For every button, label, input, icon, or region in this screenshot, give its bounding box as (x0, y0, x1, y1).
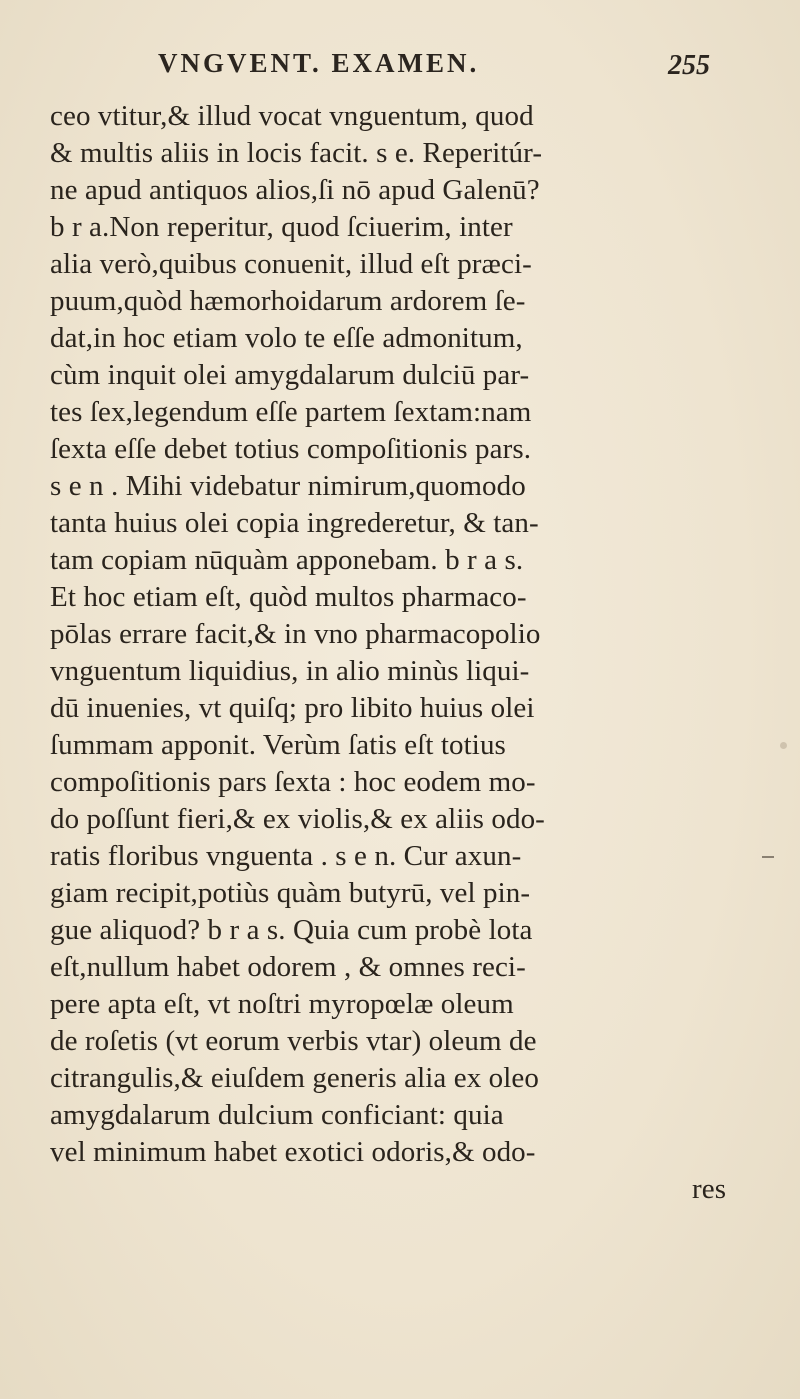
text-line: Et hoc etiam eſt, quòd multos pharmaco- (50, 581, 527, 613)
margin-mark (762, 856, 774, 858)
running-title: VNGVENT. EXAMEN. (158, 48, 480, 78)
page-number: 255 (668, 50, 710, 81)
text-line: b r a.Non reperitur, quod ſciuerim, inter (50, 211, 513, 243)
text-line: ſummam apponit. Verùm ſatis eſt totius (50, 729, 506, 761)
text-line: ſexta eſſe debet totius compoſitionis pars. (50, 433, 532, 465)
text-line: pōlas errare facit,& in vno pharmacopolio (50, 618, 541, 650)
body-text (50, 98, 770, 1208)
text-line: puum,quòd hæmorhoidarum ardorem ſe- (50, 285, 526, 317)
text-line: pere apta eſt, vt noſtri myropœlæ oleum (50, 988, 514, 1020)
text-line: tanta huius olei copia ingrederetur, & tan- (50, 507, 539, 539)
text-line: ne apud antiquos alios,ſi nō apud Galenū? (50, 174, 540, 206)
text-line: tes ſex,legendum eſſe partem ſextam:nam (50, 396, 532, 428)
text-line: ratis floribus vnguenta . s e n. Cur axun- (50, 840, 522, 872)
text-line: cùm inquit olei amygdalarum dulciū par- (50, 359, 530, 391)
text-line: giam recipit,potiùs quàm butyrū, vel pin- (50, 877, 531, 909)
text-line: alia verò,quibus conuenit, illud eſt præci- (50, 248, 532, 280)
text-line: dū inuenies, vt quiſq; pro libito huius olei (50, 692, 535, 724)
text-line: amygdalarum dulcium conficiant: quia (50, 1099, 504, 1131)
text-line: de roſetis (vt eorum verbis vtar) oleum de (50, 1025, 537, 1057)
text-line: vnguentum liquidius, in alio minùs liqui- (50, 655, 530, 687)
text-line: do poſſunt fieri,& ex violis,& ex aliis odo- (50, 803, 545, 835)
text-line: citrangulis,& eiuſdem generis alia ex oleo (50, 1062, 539, 1094)
text-line: dat,in hoc etiam volo te eſſe admonitum, (50, 322, 523, 354)
text-line: tam copiam nūquàm apponebam. b r a s. (50, 544, 524, 576)
page-header (150, 44, 790, 84)
catchword: res (692, 1173, 727, 1205)
text-line: gue aliquod? b r a s. Quia cum probè lota (50, 914, 533, 946)
text-line: eſt,nullum habet odorem , & omnes reci- (50, 951, 526, 983)
text-line: vel minimum habet exotici odoris,& odo- (50, 1136, 536, 1168)
text-line: & multis aliis in locis facit. s e. Reperitúr- (50, 137, 543, 169)
text-line: compoſitionis pars ſexta : hoc eodem mo- (50, 766, 536, 798)
paper-speck (780, 742, 787, 749)
text-line: s e n . Mihi videbatur nimirum,quomodo (50, 470, 526, 502)
text-line: ceo vtitur,& illud vocat vnguentum, quod (50, 100, 534, 132)
